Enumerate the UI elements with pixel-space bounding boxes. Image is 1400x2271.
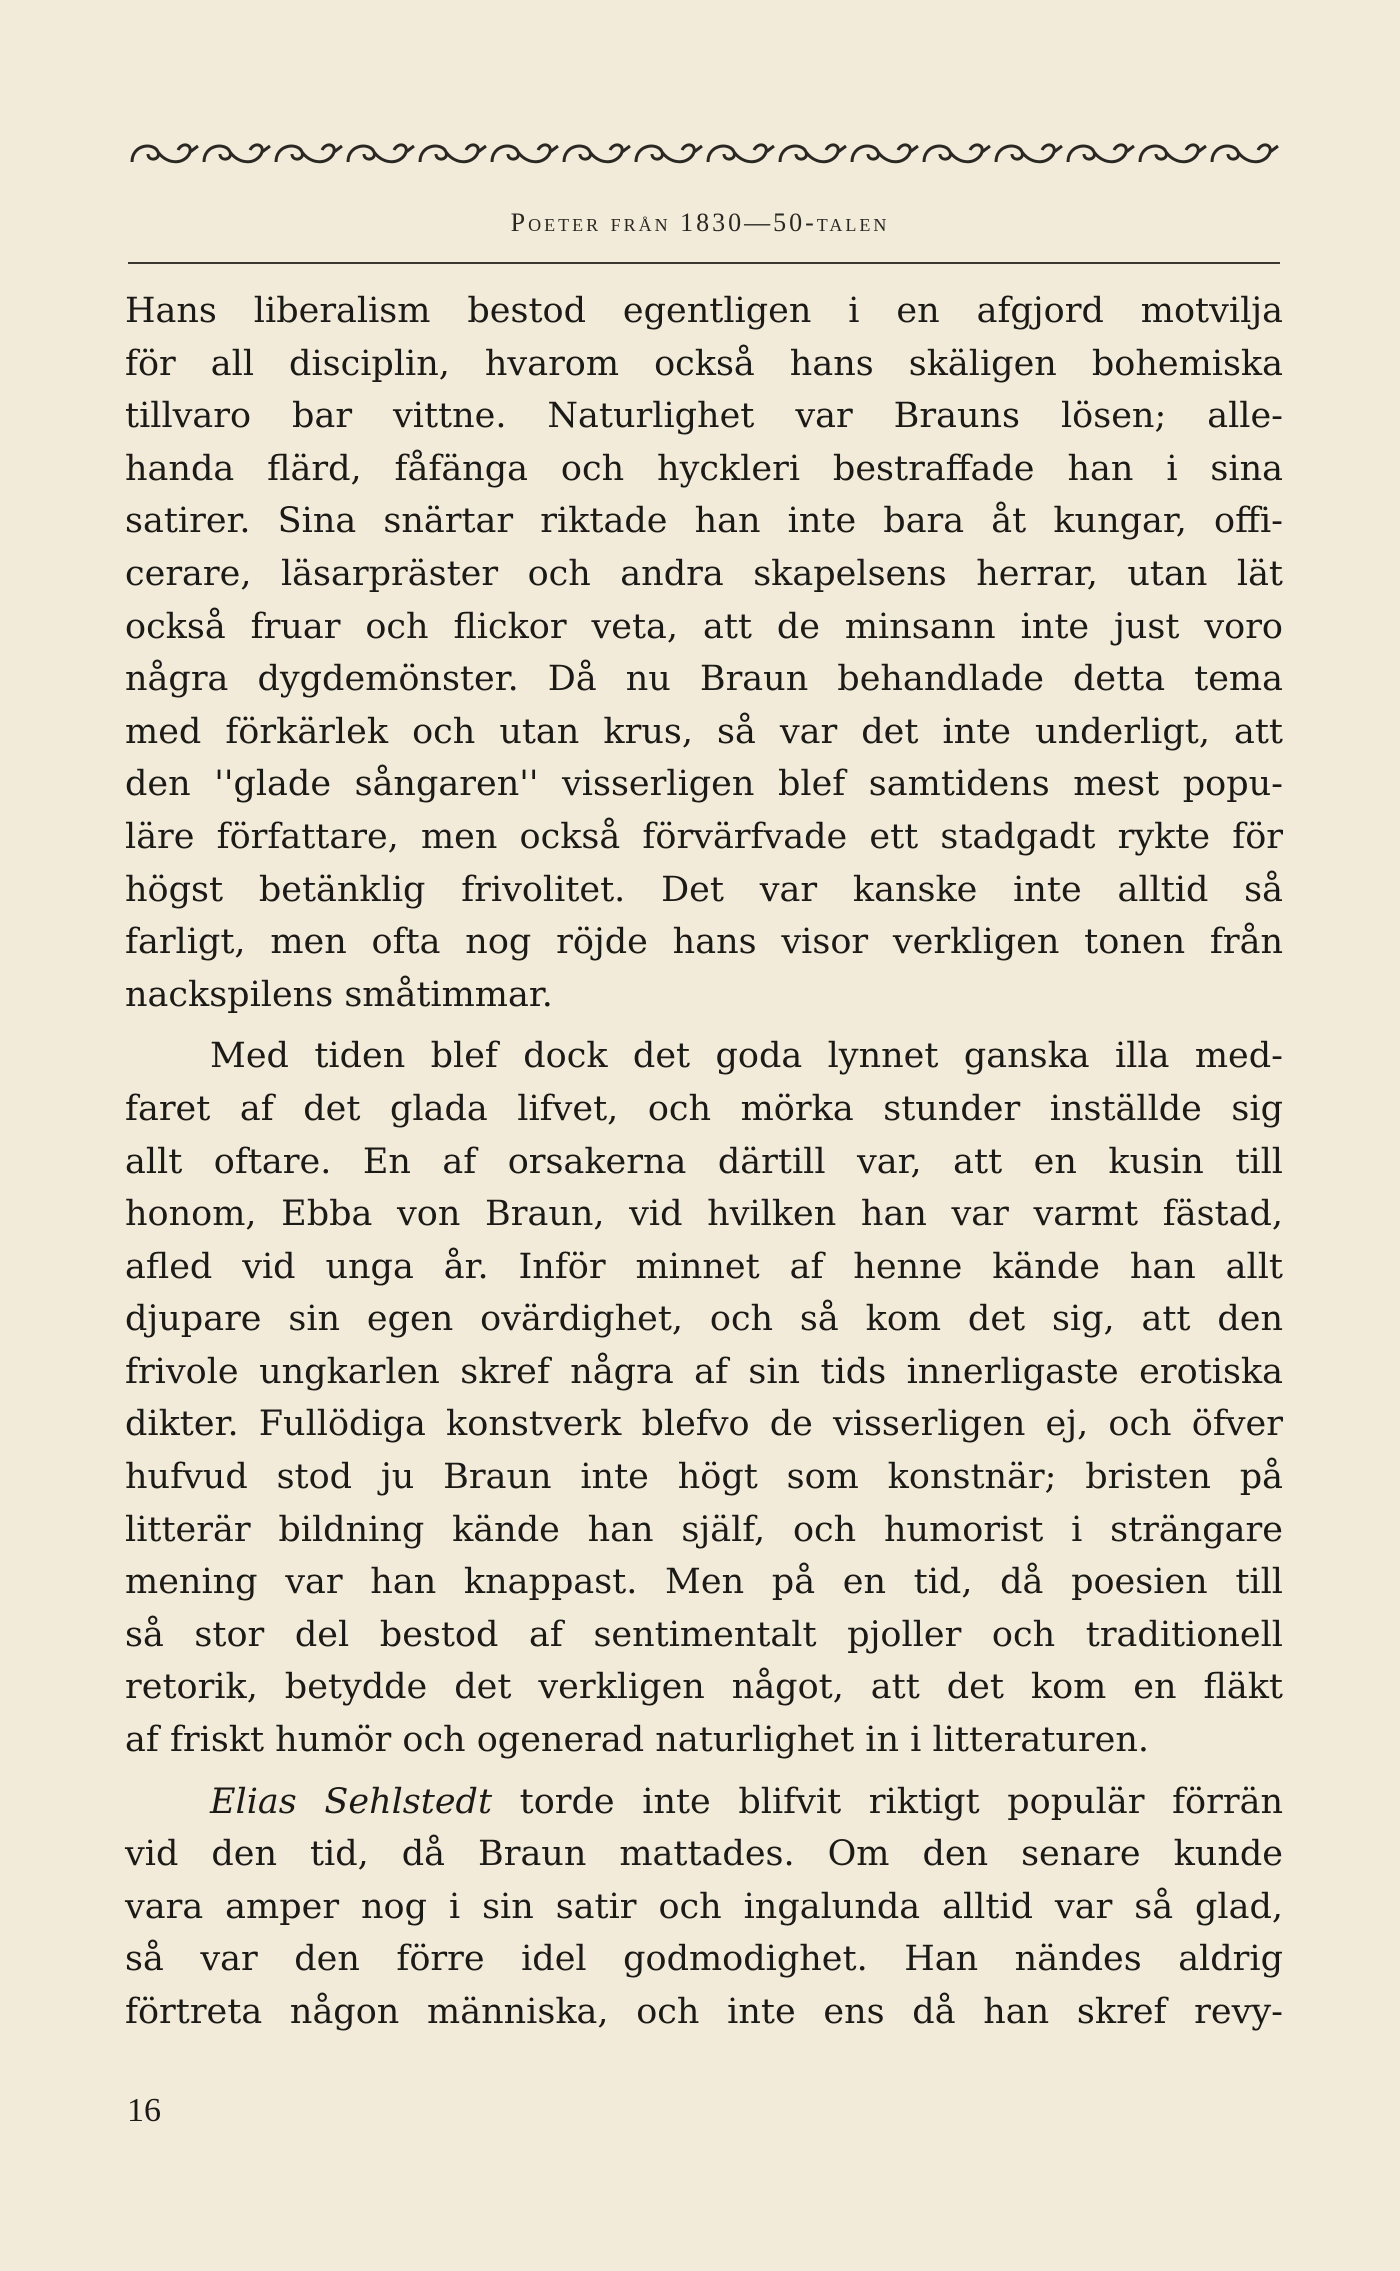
header-rule — [128, 262, 1280, 264]
text-line: hufvud stod ju Braun inte högt som konstnär; bristen på — [125, 1457, 1283, 1498]
ornament-scroll — [636, 145, 702, 162]
text-line: så stor del bestod af sentimentalt pjoller och traditionell — [125, 1614, 1283, 1655]
page-number: 16 — [127, 2092, 161, 2129]
ornament-scroll — [276, 145, 342, 162]
text-line — [125, 1776, 1283, 1829]
ornament-scroll — [1212, 145, 1278, 162]
ornament-scroll — [492, 145, 558, 162]
paragraph-1 — [125, 285, 1283, 1021]
text-line: af friskt humör och ogenerad naturlighet in i litteraturen. — [125, 1720, 1150, 1761]
ornament-scroll — [204, 145, 270, 162]
text-fragment: torde inte blifvit riktigt populär förrän — [492, 1781, 1283, 1822]
ornament-scroll — [780, 145, 846, 162]
text-line: för all disciplin, hvarom också hans skäligen bohemiska — [125, 343, 1283, 384]
text-line: djupare sin egen ovärdighet, och så kom det sig, att den — [125, 1299, 1283, 1340]
text-line: läre författare, men också förvärfvade ett stadgadt rykte för — [125, 816, 1283, 857]
text-line: frivole ungkarlen skref några af sin tids innerligaste erotiska — [125, 1351, 1283, 1392]
text-line: Med tiden blef dock det goda lynnet ganska illa med- — [210, 1036, 1283, 1077]
text-line: cerare, läsarpräster och andra skapelsens herrar, utan lät — [125, 553, 1283, 594]
text-line: mening var han knappast. Men på en tid, då poesien till — [125, 1562, 1283, 1603]
text-line: den ''glade sångaren'' visserligen blef samtidens mest popu- — [125, 764, 1283, 805]
text-line: nackspilens småtimmar. — [125, 974, 553, 1015]
decorative-border-ornament — [128, 136, 1280, 172]
italic-name: Elias Sehlstedt — [210, 1781, 493, 1822]
text-line: satirer. Sina snärtar riktade han inte bara åt kungar, offi- — [125, 501, 1283, 542]
text-line: några dygdemönster. Då nu Braun behandlade detta tema — [125, 659, 1283, 700]
ornament-scroll — [1140, 145, 1206, 162]
text-line: afled vid unga år. Inför minnet af henne kände han allt — [125, 1246, 1283, 1287]
text-line: farligt, men ofta nog röjde hans visor verkligen tonen från — [125, 922, 1283, 963]
text-line: tillvaro bar vittne. Naturlighet var Brauns lösen; alle- — [125, 396, 1283, 437]
ornament-scroll — [996, 145, 1062, 162]
text-line: med förkärlek och utan krus, så var det inte underligt, att — [125, 711, 1283, 752]
text-line: högst betänklig frivolitet. Det var kanske inte alltid så — [125, 869, 1283, 910]
text-line: så var den förre idel godmodighet. Han nändes aldrig — [125, 1939, 1283, 1980]
text-line: retorik, betydde det verkligen något, att det kom en fläkt — [125, 1667, 1283, 1708]
paragraph-2 — [125, 1030, 1283, 1766]
running-head: Poeter från 1830—50-talen — [510, 208, 890, 237]
text-line: vara amper nog i sin satir och ingalunda alltid var så glad, — [125, 1886, 1283, 1927]
ornament-scroll — [132, 145, 198, 162]
text-line: förtreta någon människa, och inte ens då han skref revy- — [125, 1992, 1283, 2032]
ornament-scroll — [924, 145, 990, 162]
ornament-scroll — [1068, 145, 1134, 162]
ornament-scroll — [348, 145, 414, 162]
text-line: Hans liberalism bestod egentligen i en afgjord motvilja — [125, 291, 1283, 331]
text-line: vid den tid, då Braun mattades. Om den senare kunde — [125, 1834, 1283, 1875]
ornament-scroll — [852, 145, 918, 162]
paragraph-3 — [125, 1776, 1283, 2039]
ornament-scroll — [564, 145, 630, 162]
ornament-svg — [128, 136, 1280, 172]
body-text — [125, 285, 1283, 2039]
text-line: också fruar och flickor veta, att de minsann inte just voro — [125, 606, 1283, 647]
text-line: dikter. Fullödiga konstverk blefvo de visserligen ej, och öfver — [125, 1404, 1283, 1445]
text-line: handa flärd, fåfänga och hyckleri bestraffade han i sina — [125, 448, 1283, 489]
text-line: honom, Ebba von Braun, vid hvilken han var varmt fästad, — [125, 1194, 1283, 1235]
text-line: faret af det glada lifvet, och mörka stunder inställde sig — [125, 1088, 1283, 1129]
text-line: litterär bildning kände han själf, och humorist i strängare — [125, 1509, 1283, 1550]
ornament-scroll — [708, 145, 774, 162]
text-line: allt oftare. En af orsakerna därtill var, att en kusin till — [125, 1141, 1283, 1182]
ornament-scroll — [420, 145, 486, 162]
